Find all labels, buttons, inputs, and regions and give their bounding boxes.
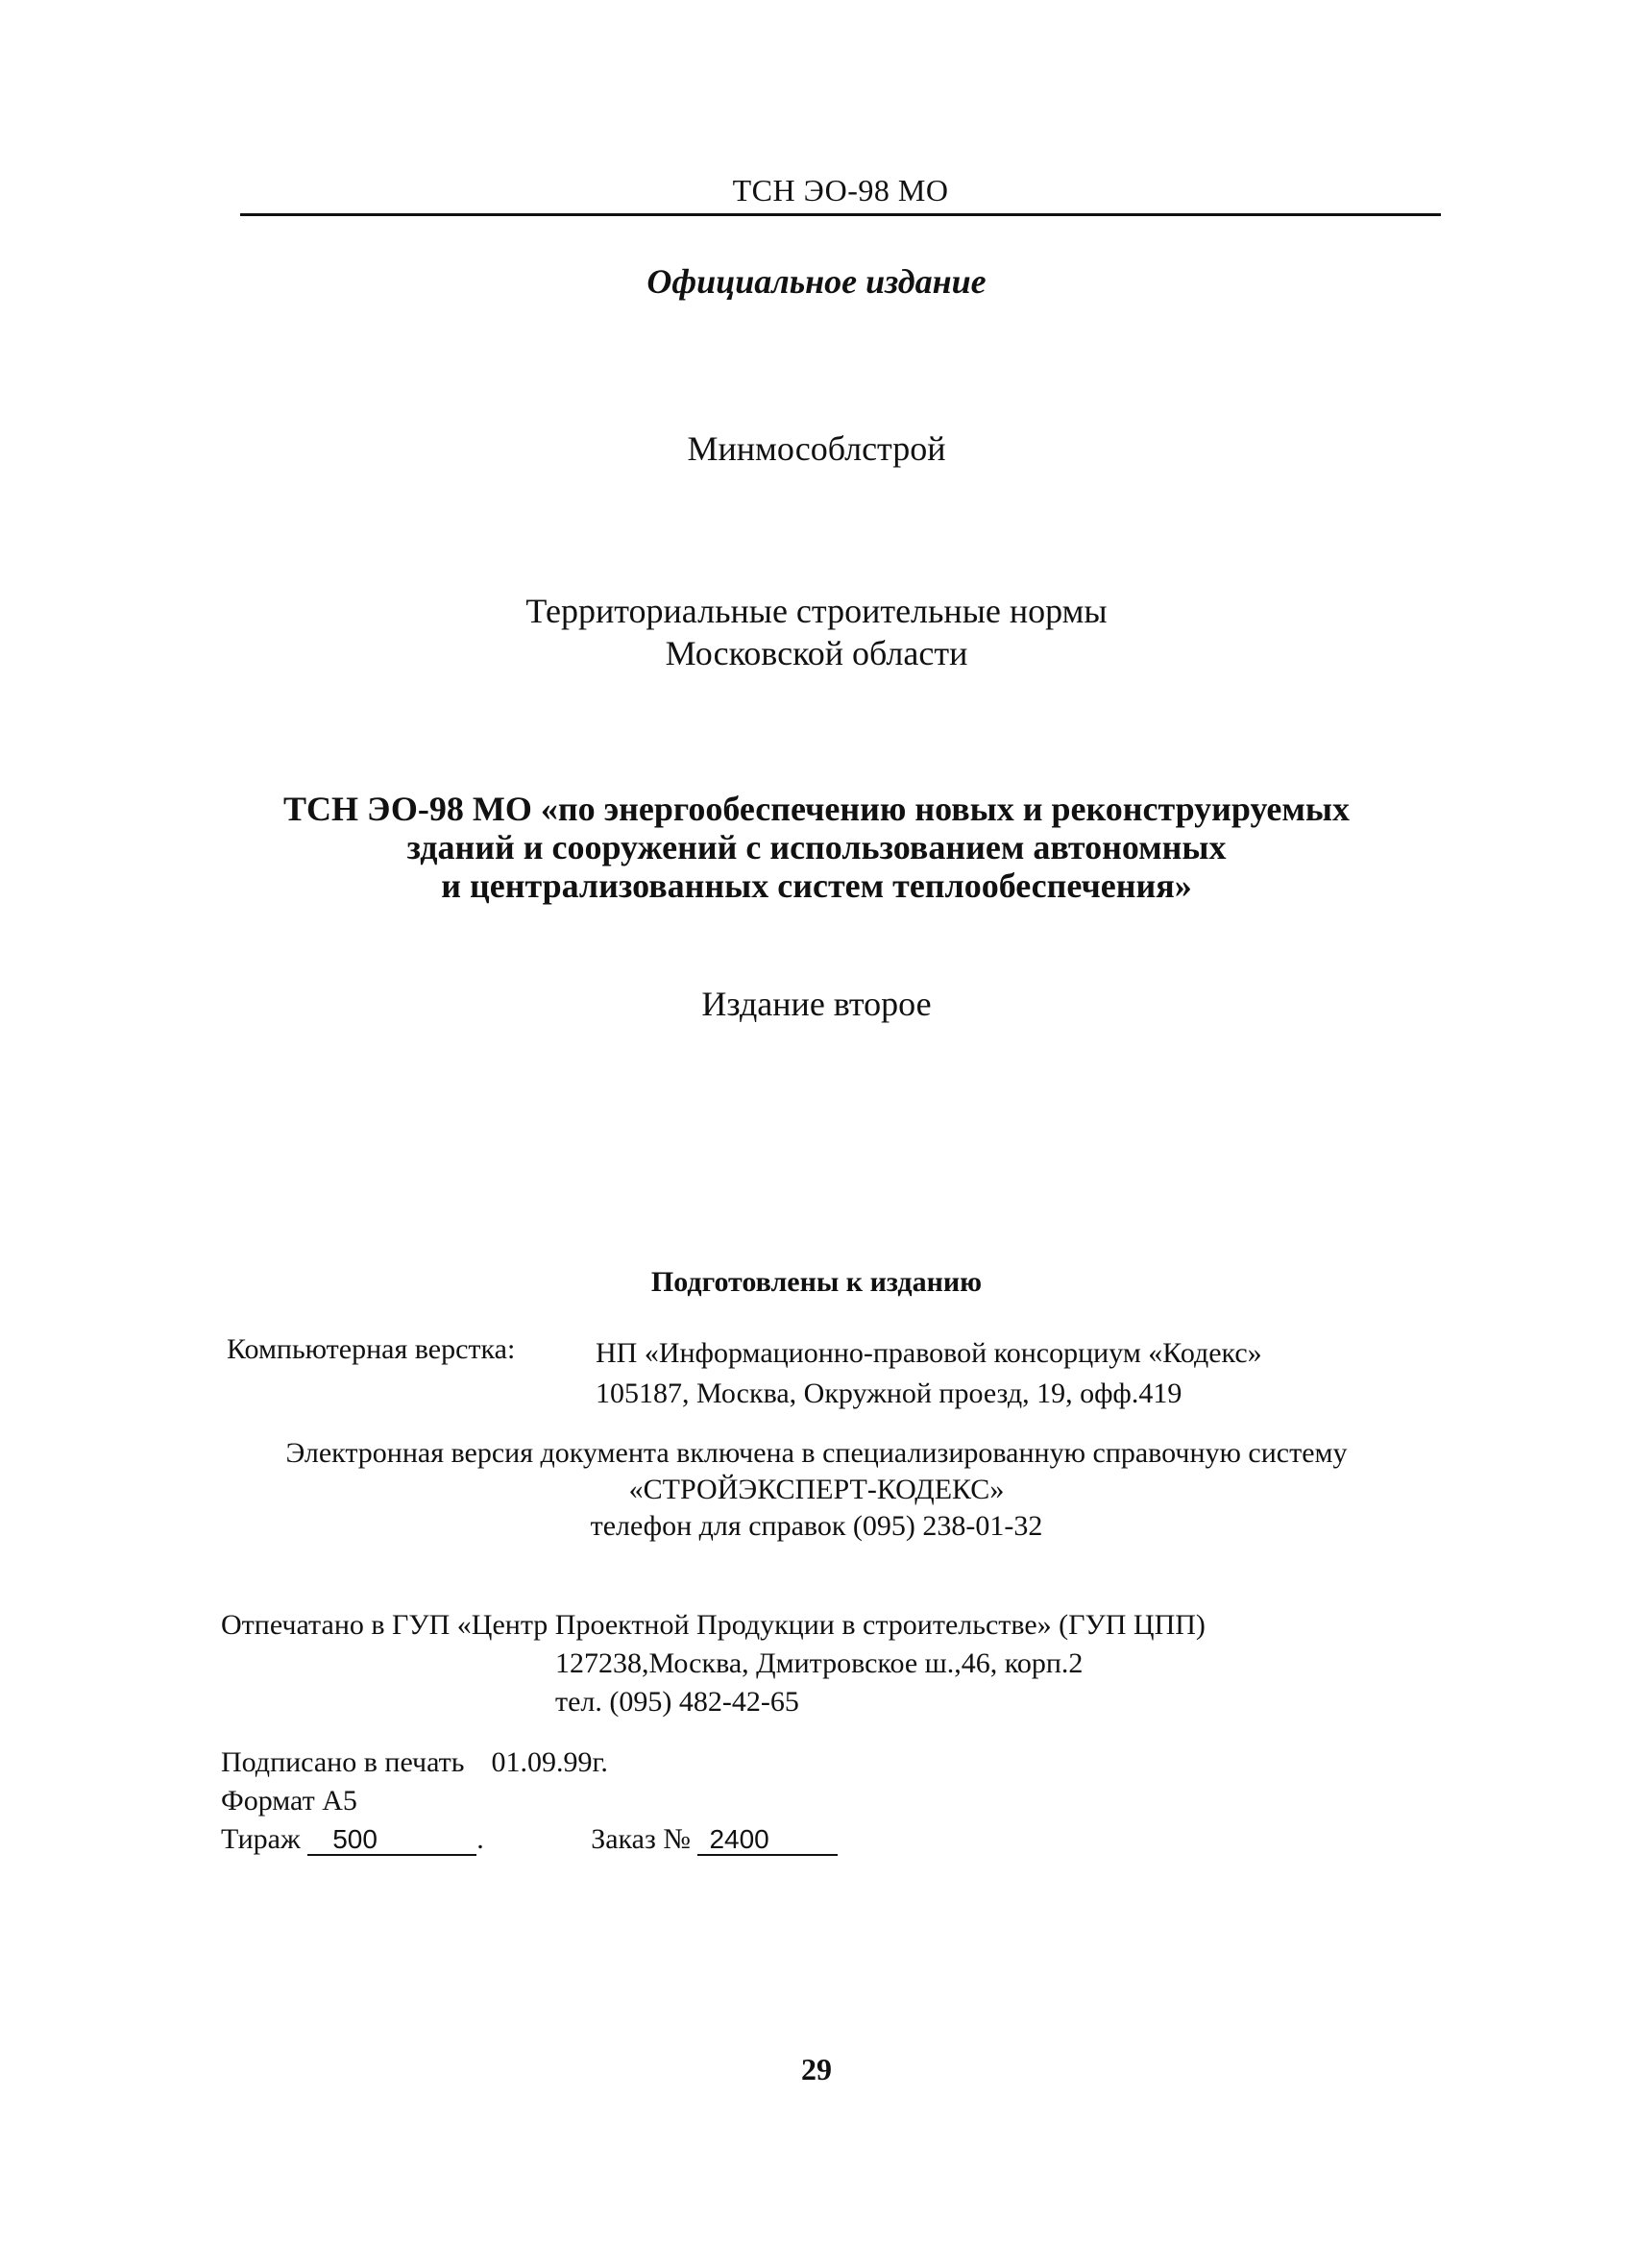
- typeset-label: Компьютерная верстка:: [227, 1333, 516, 1365]
- print-run-value: 500: [307, 1825, 476, 1856]
- order-value: 2400: [697, 1825, 838, 1856]
- printer-phone: тел. (095) 482-42-65: [555, 1686, 799, 1718]
- print-run-label: Тираж: [221, 1823, 301, 1855]
- document-title-line1: ТСН ЭО-98 МО «по энергообеспечению новых и реконструируемых: [283, 790, 1350, 828]
- format-row: [221, 1782, 838, 1820]
- electronic-version-note: [0, 1435, 1633, 1545]
- norms-heading-line2: Московской области: [665, 634, 968, 672]
- norms-heading-line1: Территориальные строительные нормы: [525, 592, 1108, 630]
- typeset-organization: НП «Информационно-правовой консорциум «Кодекс»: [596, 1337, 1262, 1369]
- document-title: [0, 790, 1633, 905]
- imprint-block: [221, 1744, 838, 1859]
- electronic-system-name: «СТРОЙЭКСПЕРТ-КОДЕКС»: [628, 1474, 1005, 1505]
- page-number: 29: [801, 2052, 832, 2086]
- typeset-info: [596, 1333, 1262, 1414]
- ministry-name: Минмособлстрой: [687, 429, 946, 468]
- document-code-header: ТСН ЭО-98 МО: [732, 173, 949, 207]
- format-label: Формат: [221, 1785, 315, 1817]
- electronic-line1: Электронная версия документа включена в специализированную справочную систему: [285, 1437, 1348, 1469]
- format-value: А5: [322, 1785, 357, 1817]
- norms-heading: [0, 590, 1633, 674]
- printer-address: 127238,Москва, Дмитровское ш.,46, корп.2: [555, 1647, 1084, 1679]
- document-title-line3: и централизованных систем теплообеспечения»: [441, 866, 1192, 905]
- printer-info: [221, 1606, 1206, 1721]
- header-rule: [240, 213, 1441, 216]
- typeset-address: 105187, Москва, Окружной проезд, 19, офф.419: [596, 1378, 1182, 1409]
- signed-date: 01.09.99г.: [491, 1746, 608, 1778]
- printer-name: Отпечатано в ГУП «Центр Проектной Продукции в строительстве» (ГУП ЦПП): [221, 1609, 1206, 1641]
- print-run-row: Тираж 500 . Заказ № 2400: [221, 1820, 838, 1859]
- edition-label: Издание второе: [701, 985, 932, 1023]
- document-title-line2: зданий и сооружений с использованием автономных: [406, 828, 1227, 866]
- official-edition-label: Официальное издание: [646, 262, 987, 301]
- signed-row: [221, 1744, 838, 1782]
- order-label: Заказ №: [591, 1823, 691, 1855]
- signed-label: Подписано в печать: [221, 1746, 465, 1778]
- prepared-heading: Подготовлены к изданию: [650, 1266, 983, 1298]
- electronic-phone: телефон для справок (095) 238-01-32: [590, 1510, 1043, 1542]
